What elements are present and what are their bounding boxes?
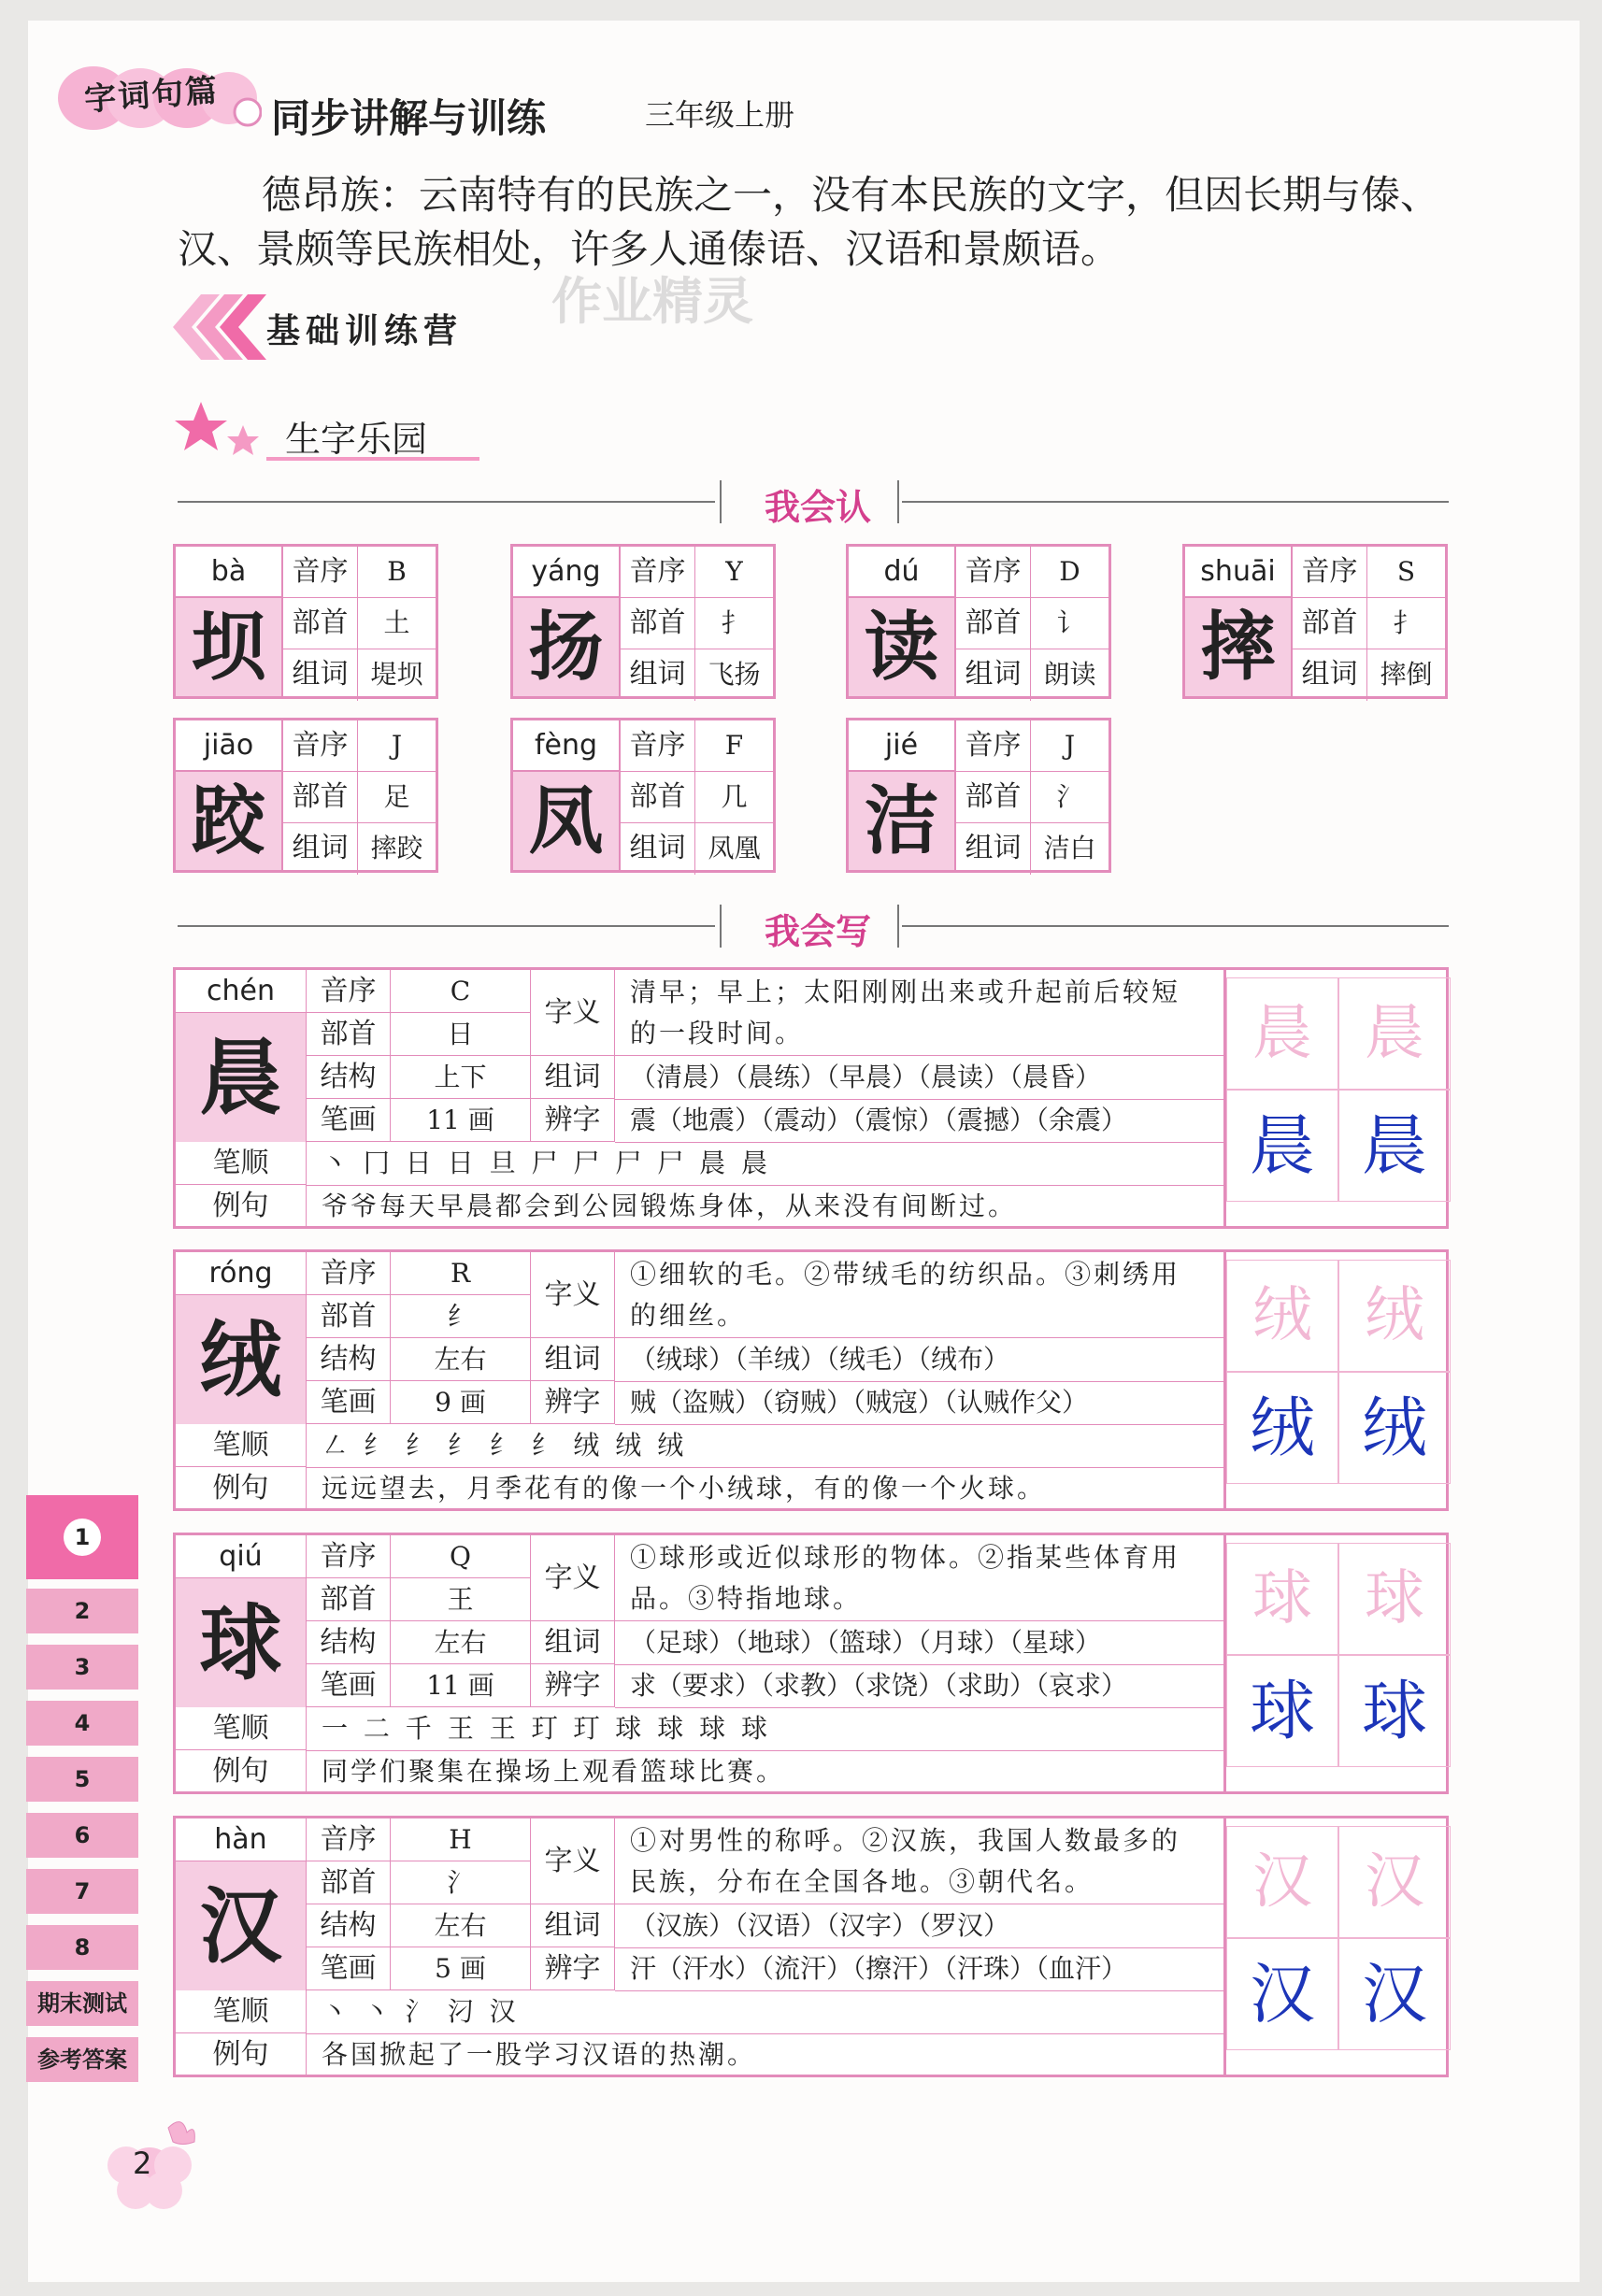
pinyin: róng (176, 1252, 307, 1295)
stroke-order-text: ㇜ 纟 纟 纟 纟 纟 绒 绒 绒 (307, 1424, 1224, 1468)
distinguish-text: 求（要求）（求教）（求饶）（求助）（哀求） (615, 1664, 1224, 1708)
structure-label: 结构 (307, 1621, 391, 1664)
character: 晨 (176, 1013, 307, 1142)
word-label: 组词 (956, 823, 1031, 875)
written-char: 晨 (1362, 1107, 1427, 1184)
read-card (846, 718, 1111, 873)
written-char: 绒 (1362, 1390, 1427, 1466)
word-value: 洁白 (1043, 833, 1096, 863)
character: 跤 (176, 772, 283, 870)
example-text: 远远望去，月季花有的像一个小绒球，有的像一个火球。 (307, 1467, 1224, 1510)
tab-label: 期末测试 (37, 1990, 127, 2017)
pinyin: jié (849, 720, 956, 772)
distinguish-label: 辨字 (531, 1381, 615, 1424)
series-name: 字词句篇 (83, 72, 221, 119)
character: 摔 (1185, 598, 1293, 696)
tab-4[interactable] (26, 1701, 138, 1746)
write-card (173, 1816, 1449, 2077)
character: 球 (176, 1578, 307, 1707)
example-label: 例句 (176, 1185, 307, 1228)
trace-char: 汉 (1365, 1847, 1424, 1917)
pinyin: dú (849, 547, 956, 598)
distinguish-label: 辨字 (531, 1099, 615, 1142)
word-value: 朗读 (1043, 659, 1096, 690)
stroke-order-text: 丶 冂 日 日 旦 尸 尸 尸 尸 晨 晨 (307, 1142, 1224, 1186)
strokes-value: 11 画 (391, 1664, 531, 1707)
written-char: 球 (1250, 1673, 1315, 1749)
stroke-order-text: 一 二 千 王 王 玎 玎 球 球 球 球 (307, 1707, 1224, 1751)
order-label: 音序 (956, 720, 1031, 771)
radical-value: 扌 (721, 607, 748, 638)
tab-6[interactable] (26, 1813, 138, 1858)
radical-label: 部首 (1293, 598, 1367, 649)
practice-grid (1224, 1252, 1449, 1509)
strokes-label: 笔画 (307, 1664, 391, 1707)
strokes-value: 5 画 (391, 1947, 531, 1990)
written-char: 汉 (1250, 1956, 1315, 2032)
trace-char: 晨 (1252, 999, 1312, 1068)
order-label: 音序 (307, 1818, 391, 1861)
radical-label: 部首 (283, 772, 358, 822)
order-value: R (391, 1252, 531, 1295)
radical-value: 氵 (1056, 781, 1083, 812)
radical-label: 部首 (621, 598, 695, 649)
trace-char: 绒 (1365, 1281, 1424, 1350)
write-card (173, 967, 1449, 1229)
example-label: 例句 (176, 1467, 307, 1510)
tab-label: 7 (74, 1878, 91, 1904)
written-char: 晨 (1250, 1107, 1315, 1184)
order-label: 音序 (307, 970, 391, 1013)
stroke-order-label: 笔顺 (176, 1142, 307, 1185)
meaning-label: 字义 (531, 970, 615, 1056)
intro-paragraph: 德昂族：云南特有的民族之一，没有本民族的文字，但因长期与傣、汉、景颇等民族相处，许多人通傣语、汉语和景颇语。 (178, 172, 1440, 272)
strokes-value: 11 画 (391, 1099, 531, 1142)
order-label: 音序 (283, 720, 358, 771)
structure-value: 左右 (391, 1338, 531, 1381)
example-label: 例句 (176, 1750, 307, 1793)
practice-grid (1224, 1818, 1449, 2075)
pinyin: jiāo (176, 720, 283, 772)
tab-label: 5 (74, 1766, 91, 1792)
character: 洁 (849, 772, 956, 870)
word-label: 组词 (531, 1621, 615, 1664)
radical-label: 部首 (621, 772, 695, 822)
word-label: 组词 (621, 823, 695, 875)
read-divider (178, 475, 1449, 527)
pinyin: fèng (513, 720, 621, 772)
strokes-label: 笔画 (307, 1947, 391, 1990)
order-value: Q (391, 1535, 531, 1578)
stroke-order-label: 笔顺 (176, 1424, 307, 1467)
example-text: 同学们聚集在操场上观看篮球比赛。 (307, 1750, 1224, 1793)
order-label: 音序 (621, 720, 695, 771)
word-label: 组词 (283, 823, 358, 875)
character: 绒 (176, 1295, 307, 1424)
read-card (1182, 544, 1448, 699)
grade-label: 三年级上册 (645, 97, 795, 133)
distinguish-text: 贼（盗贼）（窃贼）（贼寇）（认贼作父） (615, 1381, 1224, 1425)
word-label: 组词 (1293, 649, 1367, 701)
meaning-label: 字义 (531, 1252, 615, 1338)
radical-value: 氵 (391, 1861, 531, 1904)
order-label: 音序 (307, 1535, 391, 1578)
written-char: 汉 (1362, 1956, 1427, 2032)
radical-value: 纟 (391, 1295, 531, 1338)
read-card (510, 544, 776, 699)
write-card (173, 1533, 1449, 1794)
word-label: 组词 (531, 1338, 615, 1381)
words-text: （汉族）（汉语）（汉字）（罗汉） (615, 1904, 1224, 1948)
pinyin: shuāi (1185, 547, 1293, 598)
subsection-title: 生字乐园 (285, 419, 428, 460)
pinyin: hàn (176, 1818, 307, 1861)
book-title: 同步讲解与训练 (271, 95, 547, 141)
example-label: 例句 (176, 2033, 307, 2076)
order-value: H (391, 1818, 531, 1861)
word-label: 组词 (531, 1904, 615, 1947)
tab-10[interactable] (26, 2037, 138, 2082)
radical-value: 王 (391, 1578, 531, 1621)
tab-label: 3 (74, 1654, 91, 1680)
radical-value: 几 (721, 781, 748, 812)
radical-label: 部首 (307, 1578, 391, 1621)
meaning-text: ①对男性的称呼。②汉族，我国人数最多的民族，分布在全国各地。③朝代名。 (615, 1818, 1224, 1904)
words-text: （足球）（地球）（篮球）（月球）（星球） (615, 1621, 1224, 1665)
order-value: Y (725, 556, 743, 587)
meaning-text: 清早；早上；太阳刚刚出来或升起前后较短的一段时间。 (615, 970, 1224, 1056)
word-value: 飞扬 (708, 659, 761, 690)
order-label: 音序 (283, 547, 358, 597)
radical-label: 部首 (307, 1861, 391, 1904)
order-value: B (387, 556, 407, 587)
word-value: 摔倒 (1380, 659, 1433, 690)
structure-value: 左右 (391, 1621, 531, 1664)
radical-label: 部首 (956, 598, 1031, 649)
order-value: F (724, 730, 744, 761)
stroke-order-label: 笔顺 (176, 1707, 307, 1750)
radical-value: 日 (391, 1013, 531, 1056)
radical-label: 部首 (956, 772, 1031, 822)
order-label: 音序 (307, 1252, 391, 1295)
word-label: 组词 (531, 1056, 615, 1099)
radical-label: 部首 (307, 1295, 391, 1338)
tab-9[interactable] (26, 1981, 138, 2026)
trace-char: 晨 (1365, 999, 1424, 1068)
character: 读 (849, 598, 956, 696)
order-value: J (1064, 730, 1076, 761)
character: 扬 (513, 598, 621, 696)
pinyin: chén (176, 970, 307, 1013)
tab-label: 1 (64, 1519, 101, 1556)
radical-label: 部首 (283, 598, 358, 649)
character: 汉 (176, 1861, 307, 1990)
distinguish-label: 辨字 (531, 1664, 615, 1707)
section-title: 基础训练营 (266, 311, 464, 350)
meaning-label: 字义 (531, 1818, 615, 1904)
write-card (173, 1249, 1449, 1511)
radical-value: 足 (383, 781, 410, 812)
order-value: S (1396, 556, 1416, 587)
trace-char: 绒 (1252, 1281, 1312, 1350)
example-text: 各国掀起了一股学习汉语的热潮。 (307, 2033, 1224, 2076)
structure-label: 结构 (307, 1904, 391, 1947)
word-label: 组词 (621, 649, 695, 701)
written-char: 球 (1362, 1673, 1427, 1749)
distinguish-text: 震（地震）（震动）（震惊）（震撼）（余震） (615, 1099, 1224, 1143)
watermark: 作业精灵 (551, 272, 753, 331)
word-label: 组词 (283, 649, 358, 701)
tab-label: 参考答案 (37, 2046, 127, 2073)
meaning-text: ①细软的毛。②带绒毛的纺织品。③刺绣用的细丝。 (615, 1252, 1224, 1338)
order-value: J (391, 730, 403, 761)
strokes-value: 9 画 (391, 1381, 531, 1424)
words-text: （清晨）（晨练）（早晨）（晨读）（晨昏） (615, 1056, 1224, 1100)
meaning-label: 字义 (531, 1535, 615, 1621)
structure-label: 结构 (307, 1338, 391, 1381)
distinguish-label: 辨字 (531, 1947, 615, 1990)
written-char: 绒 (1250, 1390, 1315, 1466)
order-label: 音序 (621, 547, 695, 597)
structure-value: 左右 (391, 1904, 531, 1947)
pinyin: yáng (513, 547, 621, 598)
page-number: 2 (133, 2146, 152, 2181)
tab-1[interactable] (26, 1495, 138, 1579)
tab-label: 4 (74, 1710, 91, 1736)
example-text: 爷爷每天早晨都会到公园锻炼身体，从来没有间断过。 (307, 1185, 1224, 1228)
order-value: C (391, 970, 531, 1013)
structure-label: 结构 (307, 1056, 391, 1099)
order-value: D (1059, 556, 1080, 587)
structure-value: 上下 (391, 1056, 531, 1099)
distinguish-text: 汗（汗水）（流汗）（擦汗）（汗珠）（血汗） (615, 1947, 1224, 1991)
write-divider (178, 899, 1449, 951)
word-label: 组词 (956, 649, 1031, 701)
pinyin: bà (176, 547, 283, 598)
read-label: 我会认 (764, 487, 871, 528)
practice-grid (1224, 1535, 1449, 1792)
radical-value: 扌 (1393, 607, 1420, 638)
character: 凤 (513, 772, 621, 870)
tab-8[interactable] (26, 1925, 138, 1970)
tab-label: 6 (74, 1822, 91, 1848)
practice-grid (1224, 970, 1449, 1227)
order-label: 音序 (1293, 547, 1367, 597)
pinyin: qiú (176, 1535, 307, 1578)
read-card (173, 544, 438, 699)
tab-7[interactable] (26, 1869, 138, 1914)
order-label: 音序 (956, 547, 1031, 597)
tab-5[interactable] (26, 1757, 138, 1802)
trace-char: 球 (1365, 1564, 1424, 1633)
tab-2[interactable] (26, 1589, 138, 1633)
trace-char: 球 (1252, 1564, 1312, 1633)
stroke-order-text: 丶 丶 氵 汈 汉 (307, 1990, 1224, 2034)
tab-label: 2 (74, 1598, 91, 1624)
read-card (846, 544, 1111, 699)
stroke-order-label: 笔顺 (176, 1990, 307, 2033)
write-label: 我会写 (764, 911, 871, 952)
read-card (173, 718, 438, 873)
tab-3[interactable] (26, 1645, 138, 1690)
strokes-label: 笔画 (307, 1099, 391, 1142)
read-card (510, 718, 776, 873)
radical-value: 土 (383, 607, 410, 638)
trace-char: 汉 (1252, 1847, 1312, 1917)
strokes-label: 笔画 (307, 1381, 391, 1424)
word-value: 堤坝 (370, 659, 423, 690)
words-text: （绒球）（羊绒）（绒毛）（绒布） (615, 1338, 1224, 1382)
radical-value: 讠 (1056, 607, 1083, 638)
character: 坝 (176, 598, 283, 696)
word-value: 摔跤 (370, 833, 423, 863)
meaning-text: ①球形或近似球形的物体。②指某些体育用品。③特指地球。 (615, 1535, 1224, 1621)
tab-label: 8 (74, 1934, 91, 1961)
word-value: 凤凰 (708, 833, 761, 863)
radical-label: 部首 (307, 1013, 391, 1056)
